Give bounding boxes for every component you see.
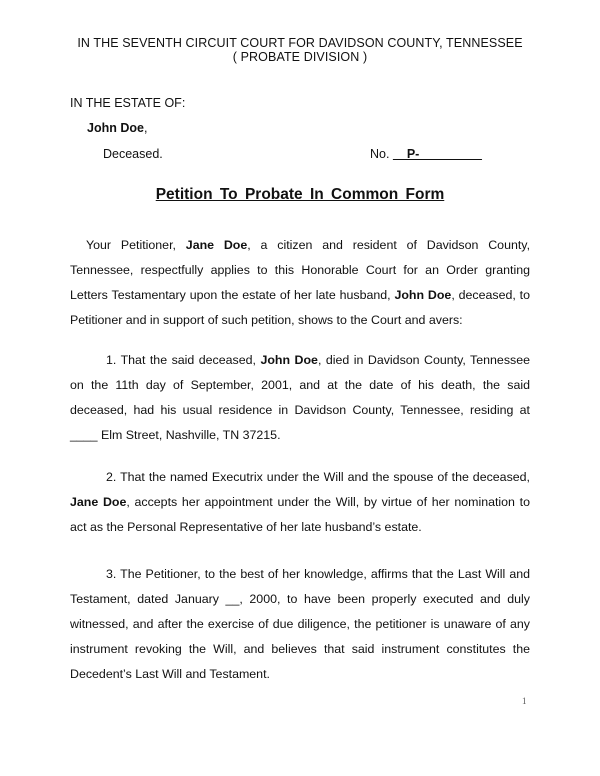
case-number-value: __P-_________: [392, 147, 482, 161]
intro-paragraph: [70, 233, 530, 333]
paragraph-3: [70, 562, 530, 687]
document-title: Petition To Probate In Common Form: [155, 186, 445, 203]
court-division-heading: ( PROBATE DIVISION ): [232, 50, 368, 64]
decedent-caption: [87, 121, 147, 135]
decedent-name-p1: John Doe: [260, 353, 318, 367]
executrix-name: Jane Doe: [70, 495, 127, 509]
court-name-heading: IN THE SEVENTH CIRCUIT COURT FOR DAVIDSON COUNTY, TENNESSEE: [77, 36, 523, 50]
page-number: 1: [522, 696, 527, 706]
paragraph-2: [70, 465, 530, 540]
para2-text-1: 2. That the named Executrix under the Will and the spouse of the deceased,: [106, 470, 530, 484]
para1-text-2: , died in Davidson County, Tennessee on the 11th day of September, 2001, and at the date of his death, the said deceased, had his usual residence in Davidson County, Tennessee, residing at ____ Elm Street, Nashville, TN 37215.: [70, 353, 530, 442]
intro-text-2: , a citizen and resident of Davidson County, Tennessee, respectfully applies to this Honorable Court for an Order granting Letters Testamentary upon the estate of her late husband,: [70, 238, 531, 302]
estate-of-label: IN THE ESTATE OF:: [70, 96, 186, 110]
case-number: [370, 147, 482, 161]
para1-text-1: 1. That the said deceased,: [106, 353, 261, 367]
decedent-name: John Doe: [87, 121, 144, 135]
decedent-name-intro: John Doe: [394, 288, 452, 302]
para2-text-2: , accepts her appointment under the Will, by virtue of her nomination to act as the Personal Representative of her late husband’s estate.: [70, 495, 530, 534]
para3-text-1: 3. The Petitioner, to the best of her knowledge, affirms that the Last Will and Testament, dated January __, 2000, to have been properly executed and duly witnessed, and after the exercise of due diligence, the petitioner is unaware of any instrument revoking the Will, and believes that said instrument constitutes the Decedent’s Last Will and Testament.: [70, 567, 530, 681]
intro-text-1: Your Petitioner,: [86, 238, 186, 252]
decedent-suffix: ,: [143, 121, 148, 135]
case-number-label: No.: [370, 147, 390, 161]
intro-text-3: , deceased, to Petitioner and in support of such petition, shows to the Court and avers:: [70, 288, 530, 327]
petitioner-name: Jane Doe: [185, 238, 248, 252]
deceased-label: Deceased.: [103, 147, 163, 161]
paragraph-1: [70, 348, 530, 448]
